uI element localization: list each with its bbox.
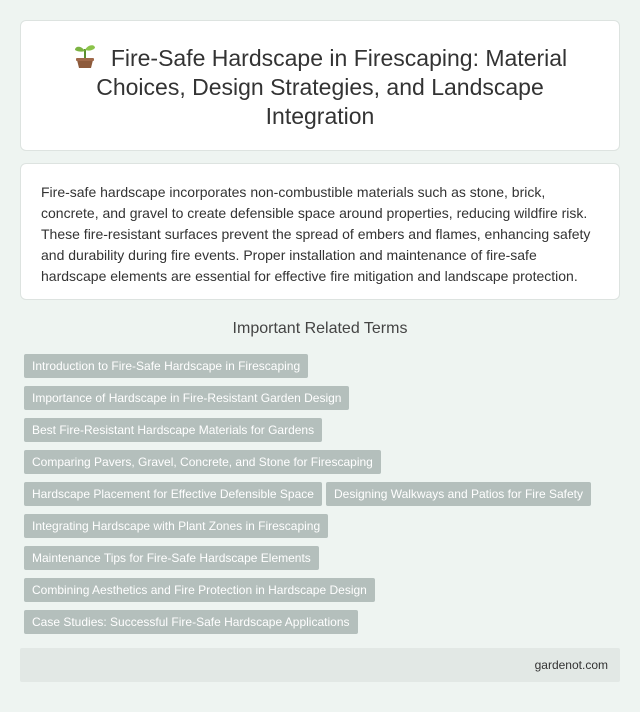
summary-text: Fire-safe hardscape incorporates non-combustible materials such as stone, brick, concrete, and gravel to create defensible space around properties, reducing wildfire risk. These fire-resistant surfaces prevent the spread of embers and flames, enhancing safety and durability during fire events. Proper installation and maintenance of fire-safe hardscape elements are essential for effective fire mitigation and landscape protection. (41, 184, 591, 284)
summary-card (20, 163, 620, 300)
related-term-link[interactable]: Comparing Pavers, Gravel, Concrete, and Stone for Firescaping (24, 450, 381, 474)
page-title (21, 43, 619, 131)
related-term-link[interactable]: Importance of Hardscape in Fire-Resistant Garden Design (24, 386, 349, 410)
related-term-link[interactable]: Combining Aesthetics and Fire Protection in Hardscape Design (24, 578, 375, 602)
page-title-text: Fire-Safe Hardscape in Firescaping: Material Choices, Design Strategies, and Landscape Integration (96, 45, 568, 129)
related-term-link[interactable]: Best Fire-Resistant Hardscape Materials for Gardens (24, 418, 322, 442)
title-card (20, 20, 620, 151)
related-terms-heading: Important Related Terms (232, 320, 408, 337)
related-term-link[interactable]: Integrating Hardscape with Plant Zones in Firescaping (24, 514, 328, 538)
seedling-icon (73, 43, 97, 69)
related-term-link[interactable]: Designing Walkways and Patios for Fire Safety (326, 482, 591, 506)
related-term-link[interactable]: Introduction to Fire-Safe Hardscape in Firescaping (24, 354, 308, 378)
related-term-link[interactable]: Maintenance Tips for Fire-Safe Hardscape Elements (24, 546, 319, 570)
related-term-link[interactable]: Hardscape Placement for Effective Defensible Space (24, 482, 322, 506)
footer-site-link[interactable]: gardenot.com (534, 658, 608, 672)
footer (20, 648, 620, 682)
related-term-link[interactable]: Case Studies: Successful Fire-Safe Hardscape Applications (24, 610, 358, 634)
